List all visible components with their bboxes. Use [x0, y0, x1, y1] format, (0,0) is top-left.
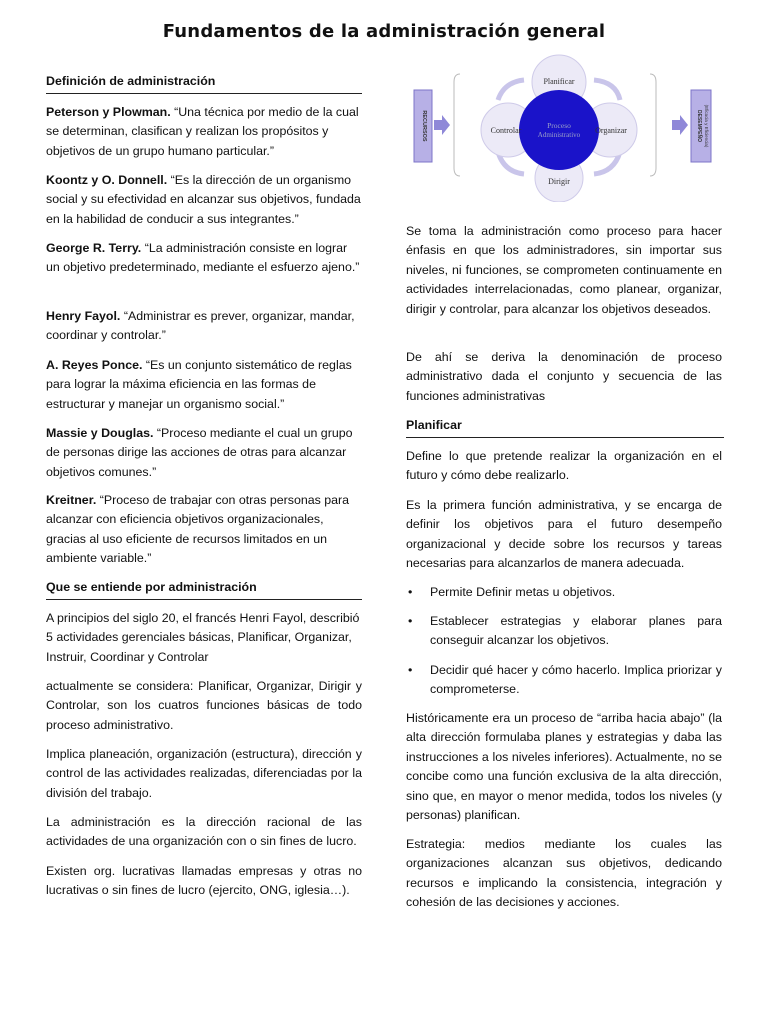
proceso-center	[519, 90, 599, 170]
definition-text: “Es la dirección de un organismo social y su efectividad en alcanzar sus objetivos, fundada en la habilidad de conducir a sus integrantes.”	[46, 173, 361, 226]
definition-item	[46, 491, 362, 569]
cycle-arrow	[594, 80, 620, 100]
paragraph: Existen org. lucrativas llamadas empresas y otras no lucrativas o sin fines de lucro (ejercito, ONG, iglesia…).	[46, 864, 362, 898]
list-item	[406, 583, 722, 602]
definition-text: “Proceso de trabajar con otras personas para alcanzar con eficiencia objetivos organizacionales, gracias al uso eficiente de recursos limitados en un ambiente variable.”	[46, 493, 350, 566]
definition-text: “Es un conjunto sistemático de reglas para lograr la máxima eficiencia en las formas de estructurar y manejar un organismo social.”	[46, 358, 352, 411]
controlar-label: Controlar	[490, 126, 522, 135]
definition-text: “Proceso mediante el cual un grupo de personas dirige las acciones de otras para alcanzar objetivos comunes.”	[46, 426, 353, 479]
paragraph: A principios del siglo 20, el francés Henri Fayol, describió 5 actividades gerenciales básicas, Planificar, Organizar, Instruir, Coordinar y Controlar	[46, 611, 360, 664]
definition-text: “La administración consiste en lograr un objetivo predeterminado, mediante el esfuerzo ajeno.”	[46, 241, 360, 275]
arrow-right-icon	[434, 115, 450, 135]
definition-text: “Una técnica por medio de la cual se determinan, clasifican y realizan los propósitos y objetivos de un grupo humano particular.”	[46, 105, 359, 158]
paragraph: actualmente se considera: Planificar, Organizar, Dirigir y Controlar, son los cuatros funciones básicas de todo proceso administrativo.	[46, 679, 362, 732]
cycle-arrow	[498, 80, 524, 100]
definition-author: Peterson y Plowman.	[46, 105, 171, 119]
list-item-text: Establecer estrategias y elaborar planes para conseguir alcanzar los objetivos.	[430, 614, 722, 648]
page-title: Fundamentos de la administración general	[162, 21, 606, 42]
paragraph: Implica planeación, organización (estructura), dirección y control de las actividades realizadas, diferenciadas por la división del trabajo.	[46, 747, 362, 800]
definition-author: Kreitner.	[46, 493, 97, 507]
organizar-label: Organizar	[595, 126, 627, 135]
planificar-label: Planificar	[543, 77, 575, 86]
paragraph: Es la primera función administrativa, y se encarga de definir los objetivos para el futuro desempeño organizacional y decide sobre los recursos y tareas necesarias para alcanzarlos de manera adecuada.	[406, 498, 722, 571]
desempeno-sublabel: (Eficacia y Eficiencia)	[704, 104, 709, 148]
paragraph: Se toma la administración como proceso para hacer énfasis en que los administradores, sin importar sus niveles, ni funciones, se comprometen continuamente en actividades interrelacionadas, como planear, organizar, dirigir y controlar, para alcanzar los objetivos deseados.	[406, 224, 722, 316]
list-item-text: Decidir qué hacer y cómo hacerlo. Implica priorizar y comprometerse.	[430, 663, 722, 697]
heading-definicion: Definición de administración	[46, 74, 216, 88]
definition-item	[46, 424, 362, 482]
definition-text: “Administrar es prever, organizar, mandar, coordinar y controlar.”	[46, 309, 355, 343]
list-item	[406, 661, 722, 700]
definition-author: Koontz y O. Donnell.	[46, 173, 168, 187]
left-bracket	[454, 74, 460, 176]
bullet: •	[408, 663, 413, 677]
definition-author: Massie y Douglas.	[46, 426, 154, 440]
center-label-1: Proceso	[547, 121, 571, 130]
arrow-right-icon	[672, 115, 688, 135]
definition-author: George R. Terry.	[46, 241, 142, 255]
heading-rule	[46, 93, 362, 94]
dirigir-label: Dirigir	[548, 177, 570, 186]
bullet: •	[408, 614, 413, 628]
list-item-text: Permite Definir metas u objetivos.	[430, 585, 616, 599]
definition-item	[46, 103, 362, 161]
paragraph: Históricamente era un proceso de “arriba hacia abajo” (la alta dirección formulaba planes y estrategias y daba las instrucciones a los niveles inferiores). Actualmente, no se concibe como una función exclusiva de la alta dirección, sino que, en mayor o menor medida, todos los niveles (y personas) planifican.	[406, 711, 722, 823]
heading-planificar: Planificar	[406, 418, 462, 432]
definition-author: Henry Fayol.	[46, 309, 121, 323]
bullet: •	[408, 585, 413, 599]
definition-item	[46, 239, 362, 278]
definition-item	[46, 356, 362, 414]
process-diagram-svg	[406, 52, 724, 202]
heading-rule	[406, 437, 724, 438]
center-label-2: Administrativo	[537, 131, 581, 139]
heading-que-se-entiende: Que se entiende por administración	[46, 580, 257, 594]
definition-author: A. Reyes Ponce.	[46, 358, 143, 372]
paragraph: De ahí se deriva la denominación de proceso administrativo dada el conjunto y secuencia de las funciones administrativas	[406, 350, 722, 403]
heading-rule	[46, 599, 362, 600]
paragraph: Estrategia: medios mediante los cuales las organizaciones alcanzan sus objetivos, dedicando recursos e implicando la consistencia, integración y cohesión de las decisiones y acciones.	[406, 837, 722, 910]
definition-item	[46, 171, 362, 229]
paragraph: La administración es la dirección racional de las actividades de una organización con o sin fines de lucro.	[46, 815, 362, 849]
recursos-label: RECURSOS	[421, 110, 427, 142]
definition-item	[46, 307, 362, 346]
process-diagram	[406, 52, 724, 202]
right-bracket	[650, 74, 656, 176]
paragraph: Define lo que pretende realizar la organización en el futuro y cómo debe realizarlo.	[406, 449, 722, 483]
list-item	[406, 612, 722, 651]
desempeno-label: DESEMPEÑO	[696, 110, 702, 142]
